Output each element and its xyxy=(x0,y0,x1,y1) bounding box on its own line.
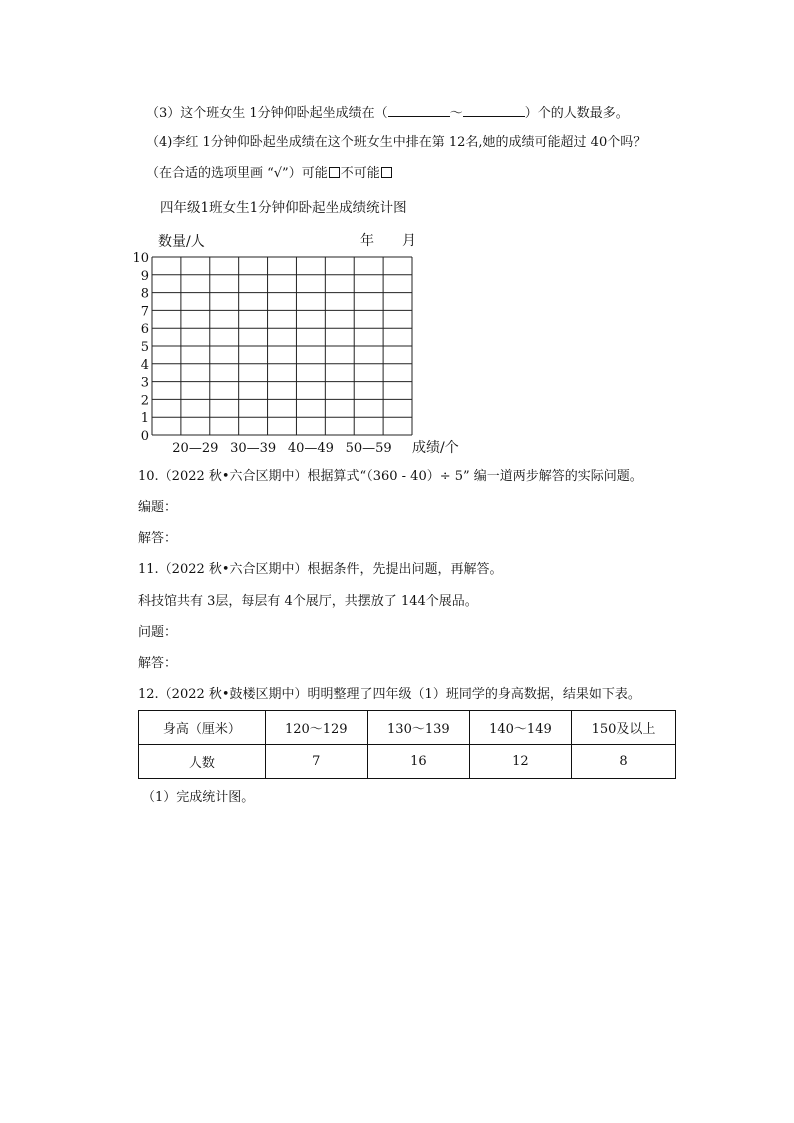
table-cell: 8 xyxy=(571,745,675,779)
y-tick-label: 9 xyxy=(140,268,149,284)
option-possible-checkbox[interactable] xyxy=(329,167,340,178)
question-11-question-label: 问题： xyxy=(138,625,178,640)
chart-title: 四年级1班女生1分钟仰卧起坐成绩统计图 xyxy=(160,200,407,216)
answer-blank-1[interactable] xyxy=(388,104,450,117)
question-12-title: 12.（2022 秋•鼓楼区期中）明明整理了四年级（1）班同学的身高数据，结果如下表。 xyxy=(138,687,641,702)
height-data-table xyxy=(138,710,676,779)
y-tick-label: 1 xyxy=(140,411,149,427)
table-row xyxy=(139,745,676,779)
x-tick-labels xyxy=(172,441,391,456)
question-10-title: 10.（2022 秋•六合区期中）根据算式“（360 - 40）÷ 5” 编一道两步解答的实际问题。 xyxy=(138,469,643,484)
table-header-cell: 130～139 xyxy=(367,711,469,745)
option-impossible-label: 不可能 xyxy=(340,166,380,181)
question-10-compose-label: 编题： xyxy=(138,500,178,515)
y-tick-label: 7 xyxy=(140,304,149,320)
y-axis-label: 数量/人 xyxy=(158,234,205,250)
date-label: 年 月 xyxy=(360,233,416,249)
answer-blank-2[interactable] xyxy=(463,104,525,117)
y-tick-label: 2 xyxy=(140,393,149,409)
question-11-title: 11.（2022 秋•六合区期中）根据条件，先提出问题，再解答。 xyxy=(138,562,503,577)
question-12-part-1: （1）完成统计图。 xyxy=(142,790,255,805)
question-4-options xyxy=(146,166,393,182)
question-11-answer-label: 解答： xyxy=(138,656,178,671)
question-3-tilde: ～ xyxy=(449,106,463,121)
y-tick-label: 10 xyxy=(132,251,149,266)
y-tick-label: 0 xyxy=(140,429,149,444)
option-possible-label: （在合适的选项里画 “√”）可能 xyxy=(146,166,328,181)
y-tick-labels xyxy=(132,251,149,444)
x-tick-label: 30—39 xyxy=(230,441,277,456)
chart-gridlines xyxy=(152,257,412,435)
question-3-suffix: ）个的人数最多。 xyxy=(524,106,629,121)
x-tick-label: 20—29 xyxy=(172,441,219,456)
question-11-condition: 科技馆共有 3层，每层有 4个展厅，共摆放了 144个展品。 xyxy=(138,594,478,609)
y-tick-label: 3 xyxy=(140,375,149,391)
question-4-text: （4)李红 1分钟仰卧起坐成绩在这个班女生中排在第 12名,她的成绩可能超过 40个吗？ xyxy=(146,135,647,150)
table-header-cell: 120～129 xyxy=(265,711,367,745)
question-10-answer-label: 解答： xyxy=(138,531,178,546)
y-tick-label: 4 xyxy=(140,357,149,373)
table-cell: 12 xyxy=(469,745,571,779)
x-axis-label: 成绩/个 xyxy=(412,440,459,456)
table-header-cell: 身高（厘米） xyxy=(139,711,266,745)
table-header-cell: 150及以上 xyxy=(571,711,675,745)
question-3 xyxy=(146,104,629,122)
table-cell: 16 xyxy=(367,745,469,779)
y-tick-label: 5 xyxy=(140,340,149,355)
x-tick-label: 40—49 xyxy=(287,441,334,456)
table-header-row xyxy=(139,711,676,745)
y-tick-label: 6 xyxy=(140,322,149,338)
table-header-cell: 140～149 xyxy=(469,711,571,745)
option-impossible-checkbox[interactable] xyxy=(381,167,392,178)
table-cell: 7 xyxy=(265,745,367,779)
y-tick-label: 8 xyxy=(140,286,149,302)
x-tick-label: 50—59 xyxy=(345,441,392,456)
table-cell: 人数 xyxy=(139,745,266,779)
question-3-prefix: （3）这个班女生 1分钟仰卧起坐成绩在（ xyxy=(146,106,388,121)
bar-chart-grid xyxy=(0,222,794,462)
